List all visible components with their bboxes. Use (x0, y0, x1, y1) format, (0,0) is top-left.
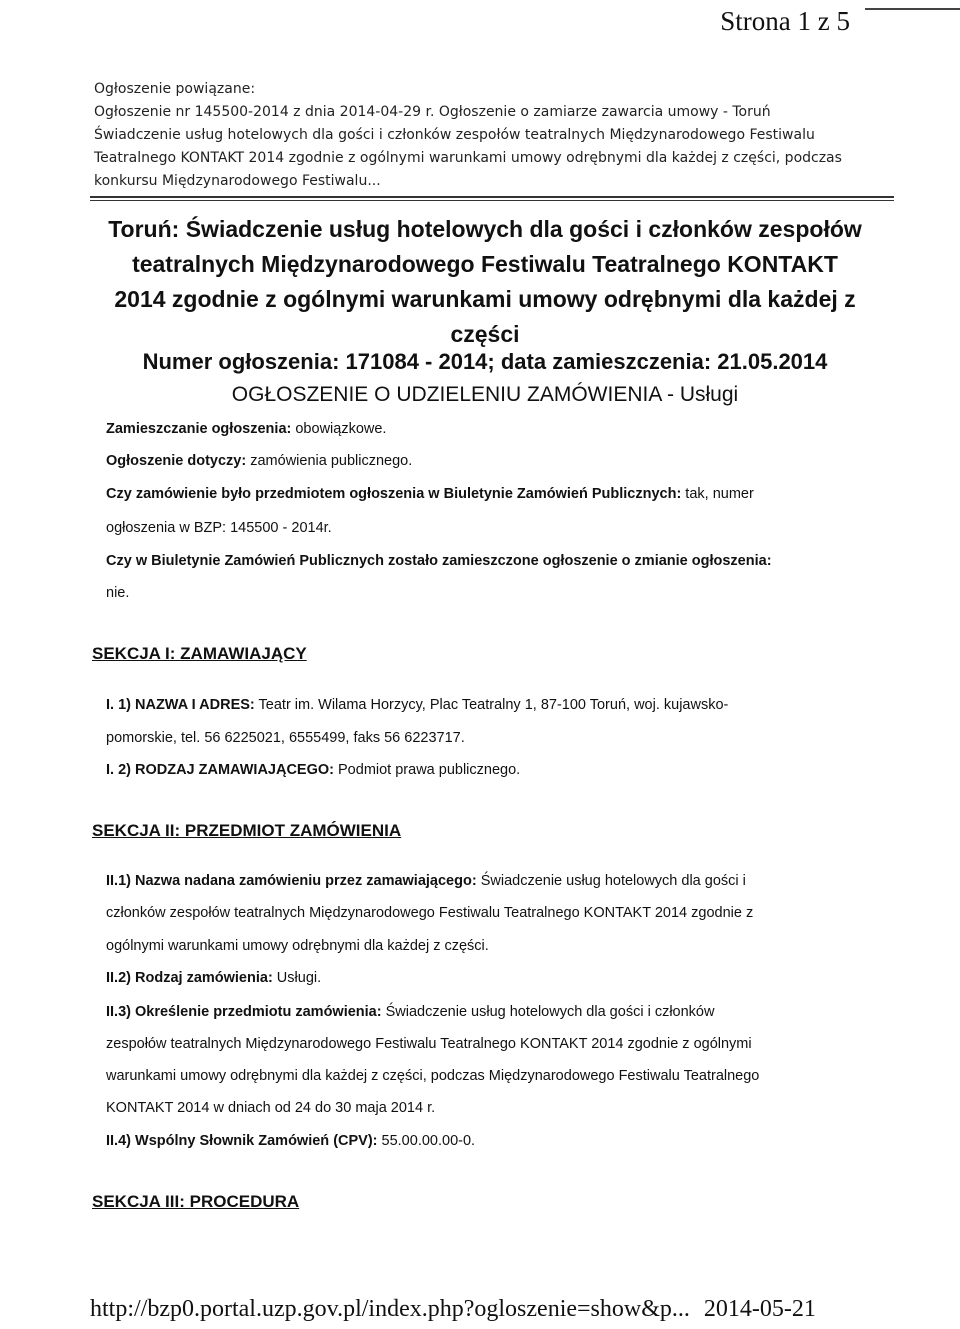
section-1-title: SEKCJA I: ZAMAWIAJĄCY (92, 644, 307, 663)
related-line-4: konkursu Międzynarodowego Festiwalu... (94, 173, 381, 189)
notice-number: Numer ogłoszenia: 171084 - 2014; data zamieszczenia: 21.05.2014 (142, 349, 828, 374)
notice-type: OGŁOSZENIE O UDZIELENIU ZAMÓWIENIA - Usługi (231, 383, 739, 406)
bzp-row-2: ogłoszenia w BZP: 145500 - 2014r. (106, 520, 332, 536)
ii1-label: II.1) Nazwa nadana zamówieniu przez zamawiającego: (106, 873, 477, 889)
related-label: Ogłoszenie powiązane: (94, 81, 256, 97)
notice-title (100, 212, 870, 352)
i2-value: Podmiot prawa publicznego. (333, 762, 521, 778)
change-row (106, 553, 772, 569)
i1-row (106, 697, 728, 713)
ii1-row (106, 873, 746, 889)
ii2-value: Usługi. (272, 970, 322, 986)
ii3-row-3: warunkami umowy odrębnymi dla każdej z części, podczas Międzynarodowego Festiwalu Teatralnego (106, 1068, 760, 1084)
page-number: Strona 1 z 5 (720, 6, 850, 36)
ii3-row-2: zespołów teatralnych Międzynarodowego Festiwalu Teatralnego KONTAKT 2014 zgodnie z ogólnymi (106, 1036, 752, 1052)
ii4-value: 55.00.00.00-0. (377, 1133, 476, 1149)
placement-row (106, 421, 386, 437)
bzp-value: tak, numer (681, 486, 754, 502)
i2-label: I. 2) RODZAJ ZAMAWIAJĄCEGO: (106, 762, 334, 778)
ii1-row-3: ogólnymi warunkami umowy odrębnymi dla każdej z części. (106, 938, 489, 954)
concerns-row (106, 453, 412, 469)
related-notice (94, 78, 884, 193)
change-label: Czy w Biuletynie Zamówień Publicznych zostało zamieszczone ogłoszenie o zmianie ogłoszenia: (106, 553, 772, 569)
bzp-row (106, 486, 754, 502)
ii4-row (106, 1133, 475, 1149)
ii2-row (106, 970, 321, 986)
i2-row (106, 762, 520, 778)
i1-value: Teatr im. Wilama Horzycy, Plac Teatralny 1, 87-100 Toruń, woj. kujawsko- (254, 697, 729, 713)
ii4-label: II.4) Wspólny Słownik Zamówień (CPV): (106, 1133, 378, 1149)
ii1-value: Świadczenie usług hotelowych dla gości i (476, 873, 746, 889)
title-line-2: teatralnych Międzynarodowego Festiwalu Teatralnego KONTAKT (132, 251, 838, 277)
section-3-title: SEKCJA III: PROCEDURA (92, 1192, 300, 1211)
footer-url[interactable]: http://bzp0.portal.uzp.gov.pl/index.php?ogloszenie=show&p... (90, 1296, 690, 1322)
concerns-value: zamówienia publicznego. (246, 453, 413, 469)
ii1-row-2: członków zespołów teatralnych Międzynarodowego Festiwalu Teatralnego KONTAKT 2014 zgodnie z (106, 905, 754, 921)
ii3-label: II.3) Określenie przedmiotu zamówienia: (106, 1004, 382, 1020)
concerns-label: Ogłoszenie dotyczy: (106, 453, 247, 469)
header-rule (865, 8, 960, 10)
ii2-label: II.2) Rodzaj zamówienia: (106, 970, 273, 986)
title-line-4: części (450, 321, 520, 347)
ii3-row-4: KONTAKT 2014 w dniach od 24 do 30 maja 2014 r. (106, 1100, 436, 1116)
page-footer (90, 1296, 816, 1323)
ii3-value: Świadczenie usług hotelowych dla gości i członków (381, 1004, 715, 1020)
related-line-3: Teatralnego KONTAKT 2014 zgodnie z ogólnymi warunkami umowy odrębnymi dla każdej z części, podczas (94, 150, 842, 166)
bzp-label: Czy zamówienie było przedmiotem ogłoszenia w Biuletynie Zamówień Publicznych: (106, 486, 682, 502)
title-line-1: Toruń: Świadczenie usług hotelowych dla gości i członków zespołów (108, 216, 862, 242)
i1-row-2: pomorskie, tel. 56 6225021, 6555499, faks 56 6223717. (106, 730, 465, 746)
related-line-1: Ogłoszenie nr 145500-2014 z dnia 2014-04-29 r. Ogłoszenie o zamiarze zawarcia umowy - Toruń (94, 104, 771, 120)
title-line-3: 2014 zgodnie z ogólnymi warunkami umowy odrębnymi dla każdej z (114, 286, 856, 312)
placement-value: obowiązkowe. (291, 421, 387, 437)
section-divider (90, 196, 894, 201)
ii3-row (106, 1004, 714, 1020)
section-2-title: SEKCJA II: PRZEDMIOT ZAMÓWIENIA (92, 821, 402, 840)
i1-label: I. 1) NAZWA I ADRES: (106, 697, 255, 713)
footer-date: 2014-05-21 (703, 1296, 816, 1322)
related-line-2: Świadczenie usług hotelowych dla gości i członków zespołów teatralnych Międzynarodowego Festiwalu (94, 127, 815, 143)
placement-label: Zamieszczanie ogłoszenia: (106, 421, 292, 437)
change-value: nie. (106, 585, 130, 601)
